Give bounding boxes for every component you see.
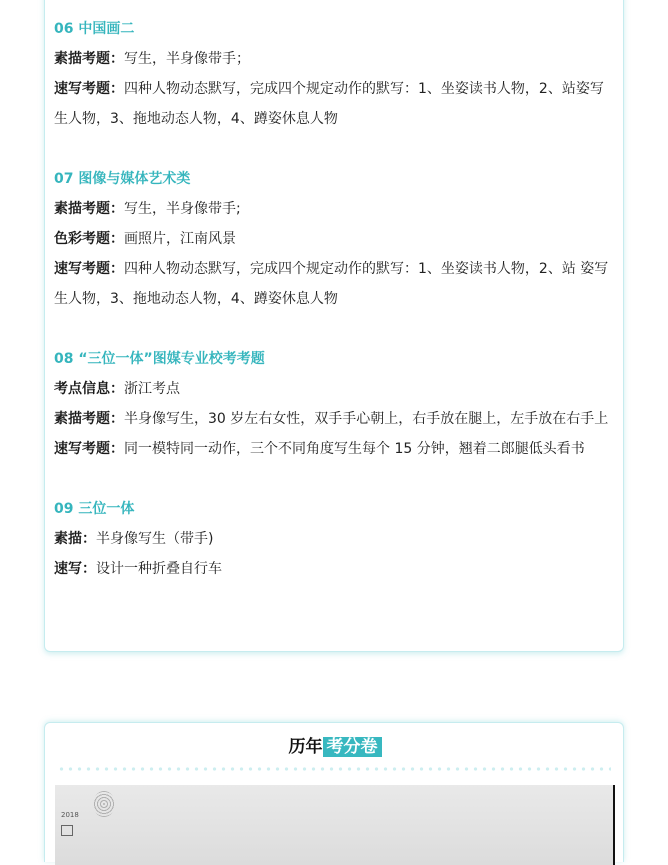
section-09 (54, 494, 616, 584)
quick-sketch-topic (54, 254, 616, 314)
topic-label: 速写： (54, 561, 96, 577)
topic-label: 素描考题： (54, 201, 124, 217)
sketch-topic (54, 524, 616, 554)
section-08 (54, 344, 616, 464)
fingerprint-mark (93, 791, 115, 817)
section-title: 06 中国画二 (54, 21, 135, 37)
sketch-topic (54, 404, 616, 434)
topic-label: 考点信息： (54, 381, 124, 397)
topic-text: 四种人物动态默写，完成四个规定动作的默写：1、坐姿读书人物，2、站 姿写生人物，3、拖地动态人物，4、蹲姿休息人物 (54, 261, 609, 307)
topic-text: 画照片，江南风景 (124, 231, 236, 247)
history-heading-plain: 历年 (288, 737, 323, 757)
topic-label: 素描考题： (54, 51, 124, 67)
dotted-divider (57, 767, 611, 771)
topic-text: 写生，半身像带手; (124, 201, 241, 217)
topic-label: 色彩考题： (54, 231, 124, 247)
topic-label: 速写考题： (54, 441, 124, 457)
quick-sketch-topic (54, 74, 616, 134)
paper-year: 2018 (61, 811, 79, 819)
school-logo-icon (61, 825, 73, 836)
topic-text: 设计一种折叠自行车 (96, 561, 222, 577)
history-papers-card (44, 722, 624, 862)
topic-text: 半身像写生（带手) (96, 531, 214, 547)
quick-sketch-topic (54, 554, 616, 584)
history-heading-highlight: 考分卷 (323, 737, 382, 757)
exam-topics-content (54, 14, 616, 584)
topic-text: 浙江考点 (124, 381, 180, 397)
topic-text: 半身像写生，30 岁左右女性，双手手心朝上，右手放在腿上，左手放在右手上 (124, 411, 609, 427)
section-title: 09 三位一体 (54, 501, 135, 517)
topic-text: 同一模特同一动作，三个不同角度写生每个 15 分钟，翘着二郎腿低头看书 (124, 441, 585, 457)
section-06 (54, 14, 616, 134)
section-title: 07 图像与媒体艺术类 (54, 171, 191, 187)
sketch-topic (54, 44, 616, 74)
quick-sketch-topic (54, 434, 616, 464)
color-topic (54, 224, 616, 254)
topic-label: 速写考题： (54, 81, 124, 97)
exam-paper-image[interactable] (55, 785, 615, 865)
topic-label: 素描： (54, 531, 96, 547)
section-title: 08 “三位一体”图媒专业校考考题 (54, 351, 265, 367)
topic-text: 写生，半身像带手； (124, 51, 250, 67)
sketch-topic (54, 194, 616, 224)
topic-label: 速写考题： (54, 261, 124, 277)
history-heading (45, 735, 625, 759)
topic-text: 四种人物动态默写，完成四个规定动作的默写：1、坐姿读书人物，2、站姿写生人物，3、拖地动态人物，4、蹲姿休息人物 (54, 81, 604, 127)
section-07 (54, 164, 616, 314)
topic-label: 素描考题： (54, 411, 124, 427)
exam-location (54, 374, 616, 404)
